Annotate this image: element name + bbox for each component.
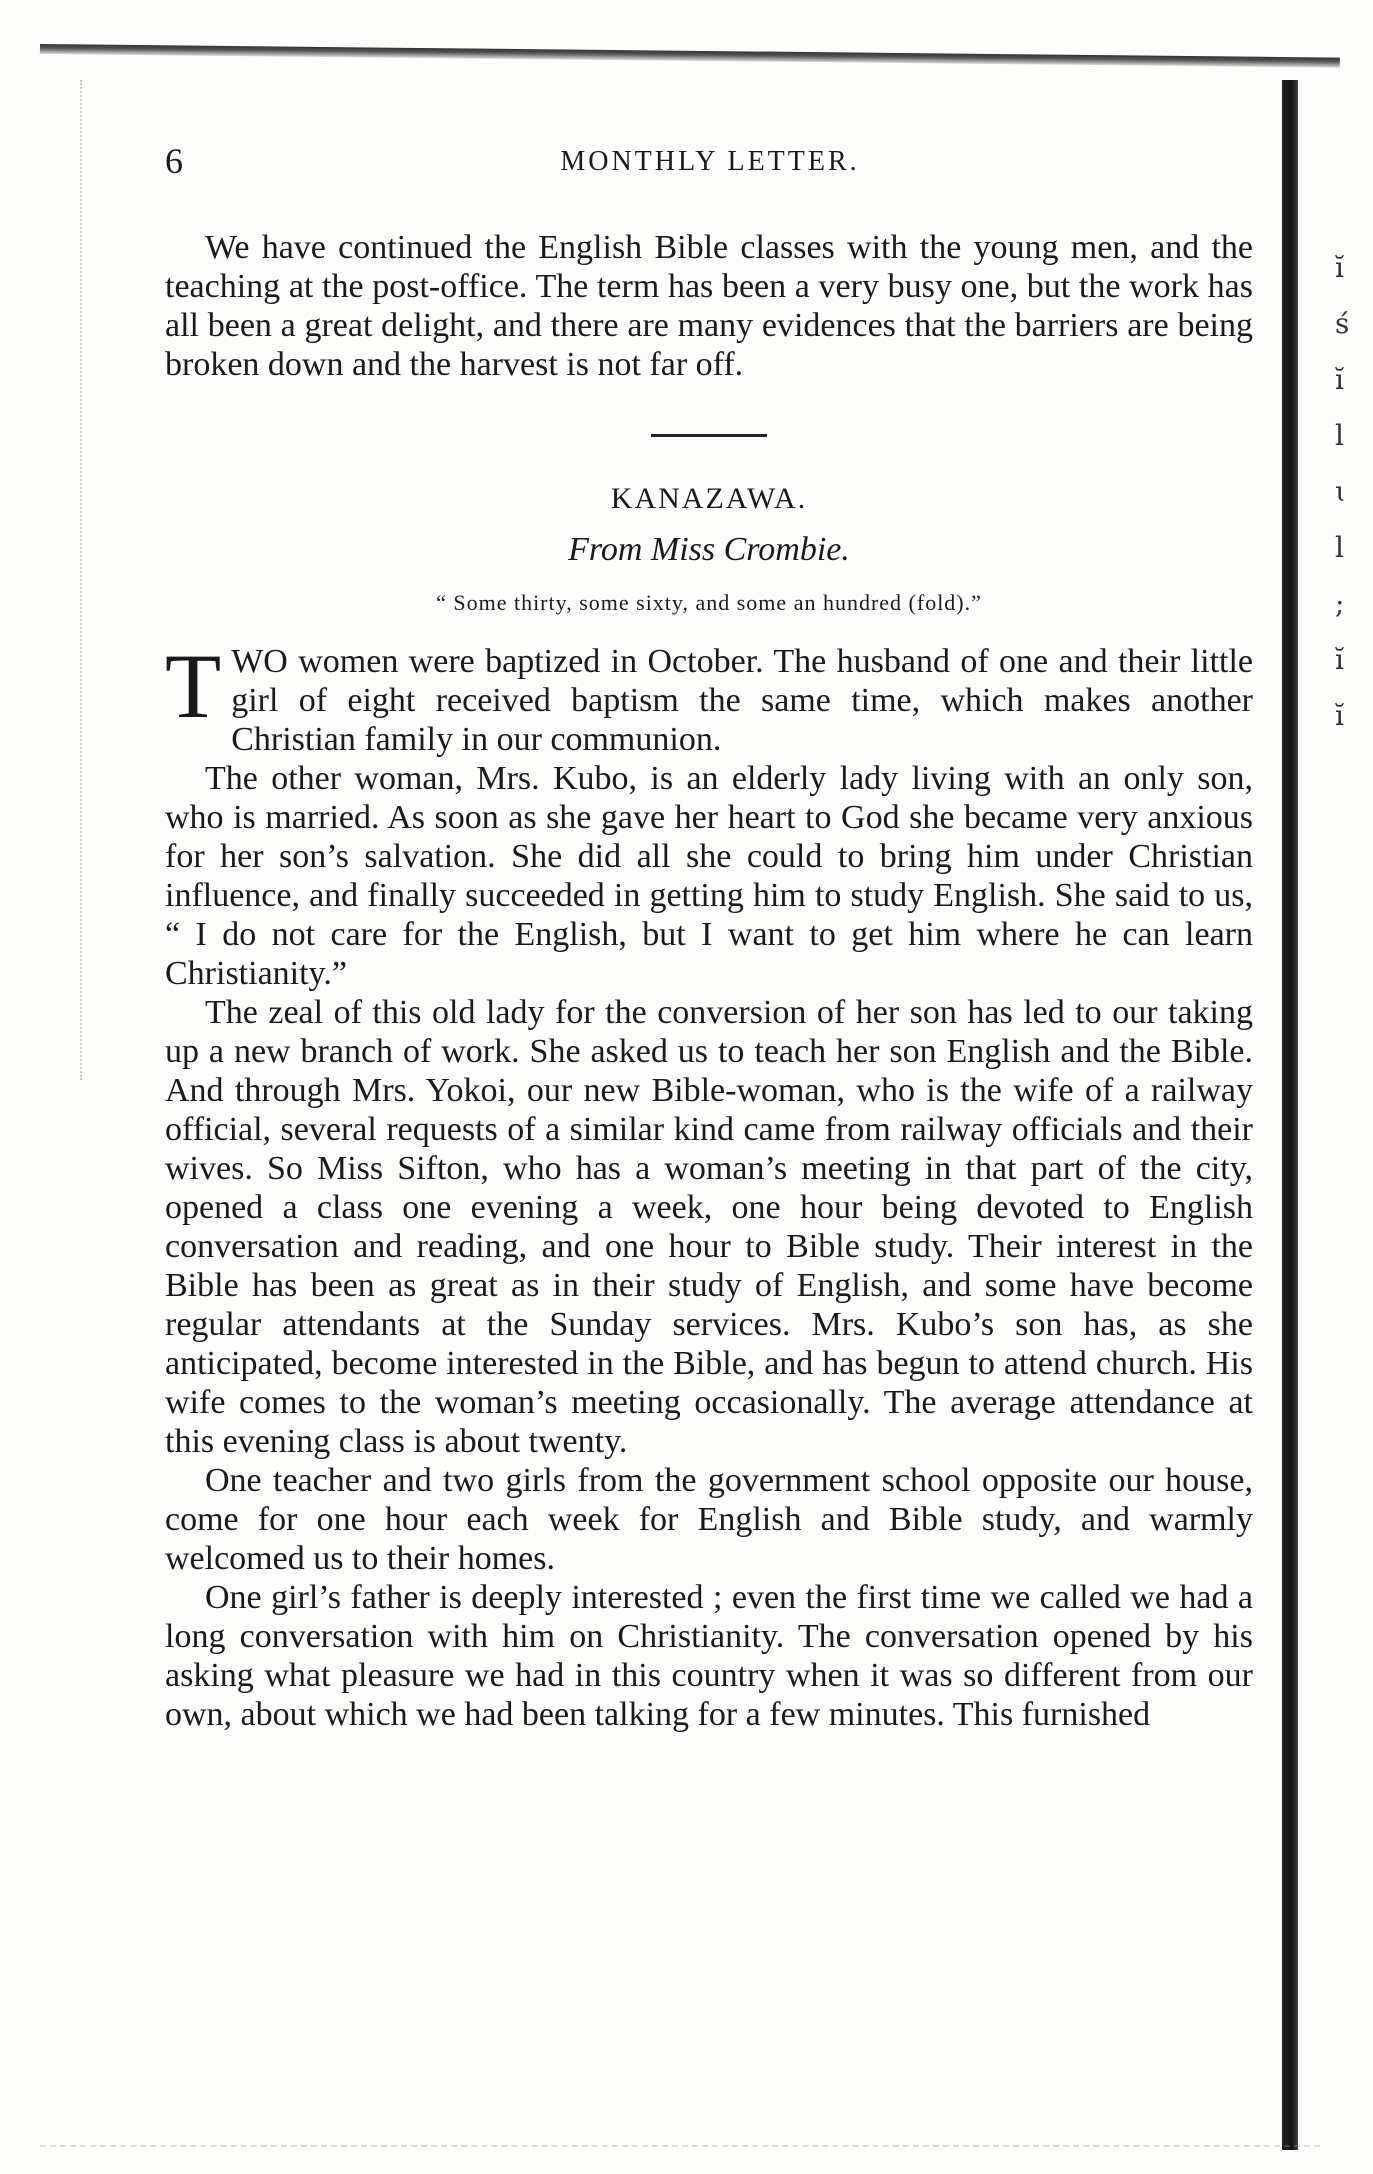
section-title: KANAZAWA. xyxy=(610,482,808,515)
page-top-edge-shadow xyxy=(40,44,1340,68)
bottom-margin-specks xyxy=(40,2145,1320,2149)
section-divider-rule xyxy=(651,434,767,437)
drop-cap: T xyxy=(165,635,222,737)
paragraph: One girl’s father is deeply interested ; even the first time we called we had a long conversation with him on Christianity. The conversation opened by his asking what pleasure we had in this country when it was so different from our own, about which we had been talking for a few minutes. This furnished xyxy=(165,1579,1253,1733)
margin-mark: ɩ xyxy=(1335,475,1346,508)
body-text xyxy=(165,228,1253,1734)
paragraph: The zeal of this old lady for the conversion of her son has led to our taking up a new branch of work. She asked us to teach her son English and the Bible. And through Mrs. Yokoi, our new Bible-woman, who is the wife of a railway official, several requests of a similar kind came from railway officials and their wives. So Miss Sifton, who has a woman’s meeting in that part of the city, opened a class one evening a week, one hour being devoted to English conversation and reading, and one hour to Bible study. Their interest in the Bible has been as great as in their study of English, and some have become regular attendants at the Sunday services. Mrs. Kubo’s son has, as she anticipated, become interested in the Bible, and has begun to attend church. His wife comes to the woman’s meeting occasionally. The average attendance at this evening class is about twenty. xyxy=(165,994,1253,1460)
section-epigraph: “ Some thirty, some sixty, and some an hundred (fold).” xyxy=(436,590,982,615)
page-number: 6 xyxy=(165,141,183,181)
page-binding-edge xyxy=(1282,80,1298,2150)
margin-mark: ; xyxy=(1335,587,1345,620)
margin-mark: ĭ xyxy=(1335,363,1344,396)
margin-mark: ĭ xyxy=(1335,251,1344,284)
margin-mark: l xyxy=(1335,419,1344,452)
section-byline: From Miss Crombie. xyxy=(568,531,850,568)
paragraph: One teacher and two girls from the government school opposite our house, come for one hour each week for English and Bible study, and warmly welcomed us to their homes. xyxy=(165,1462,1253,1577)
paragraph: The other woman, Mrs. Kubo, is an elderly lady living with an only son, who is married. As soon as she gave her heart to God she became very anxious for her son’s salvation. She did all she could to bring him under Christian influence, and finally succeeded in getting him to study English. She said to us, “ I do not care for the English, but I want to get him where he can learn Christianity.” xyxy=(165,760,1253,992)
first-paragraph xyxy=(165,635,1253,759)
intro-paragraph: We have continued the English Bible classes with the young men, and the teaching at the post-office. The term has been a very busy one, but the work has all been a great delight, and there are many evidences that the barriers are being broken down and the harvest is not far off. xyxy=(165,229,1253,383)
left-margin-specks xyxy=(80,80,88,1080)
margin-mark: ĭ xyxy=(1335,643,1344,676)
page-header xyxy=(165,140,1255,190)
right-margin-bleed-marks xyxy=(1335,240,1355,744)
first-paragraph-text: WO women were baptized in October. The husband of one and their little girl of eight received baptism the same time, which makes another Christian family in our communion. xyxy=(231,643,1253,758)
margin-mark: ĭ xyxy=(1335,699,1344,732)
margin-mark: l xyxy=(1335,531,1344,564)
margin-mark: ś xyxy=(1335,307,1350,340)
running-head: MONTHLY LETTER. xyxy=(560,146,860,177)
